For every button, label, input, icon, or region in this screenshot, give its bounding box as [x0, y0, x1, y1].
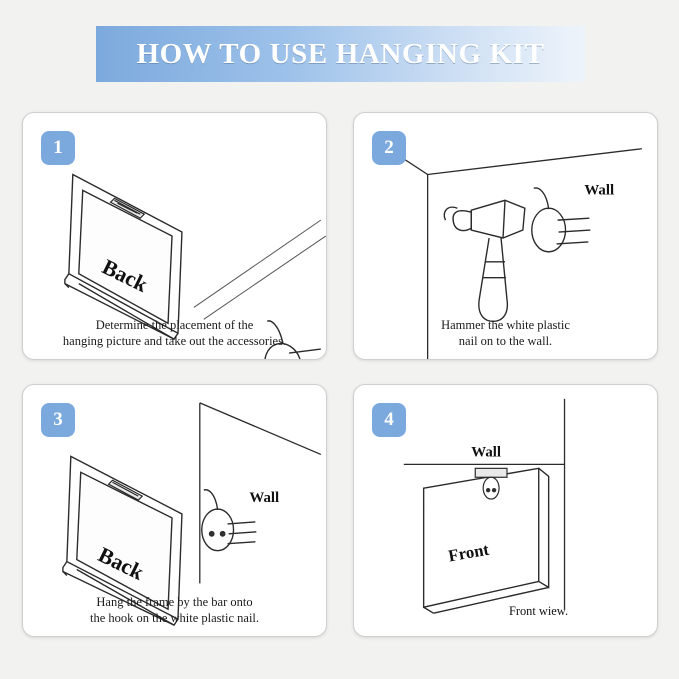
steps-grid [22, 112, 658, 657]
wall-label-4: Wall [471, 444, 502, 461]
step-caption-3-line1: Hang the frame by the bar onto [96, 595, 253, 609]
step-caption-2 [364, 317, 647, 349]
step-caption-3-line2: the hook on the white plastic nail. [89, 611, 260, 625]
wall-label-2: Wall [584, 182, 615, 199]
frame-back-label-1: Back [98, 254, 152, 297]
step-panel-1 [22, 112, 327, 360]
step-number-3: 3 [41, 403, 75, 437]
page-title: HOW TO USE HANGING KIT [136, 37, 545, 70]
step-caption-1-line2: hanging picture and take out the accessories. [62, 334, 287, 348]
step-number-2: 2 [372, 131, 406, 165]
step-panel-3 [22, 384, 327, 637]
step-caption-1 [33, 317, 316, 349]
front-view-note: Front wiew. [508, 604, 569, 619]
title-banner [96, 26, 585, 82]
step-caption-1-line1: Determine the placement of the [95, 318, 254, 332]
step-caption-3 [33, 594, 316, 626]
step-panel-2 [353, 112, 658, 360]
frame-front-label-4: Front [446, 539, 491, 566]
step-panel-4 [353, 384, 658, 637]
step-caption-2-line1: Hammer the white plastic [441, 318, 570, 332]
step-number-4: 4 [372, 403, 406, 437]
wall-label-3: Wall [249, 490, 280, 507]
step-caption-2-line2: nail on to the wall. [458, 334, 553, 348]
step-number-1: 1 [41, 131, 75, 165]
frame-back-label-3: Back [94, 542, 148, 585]
